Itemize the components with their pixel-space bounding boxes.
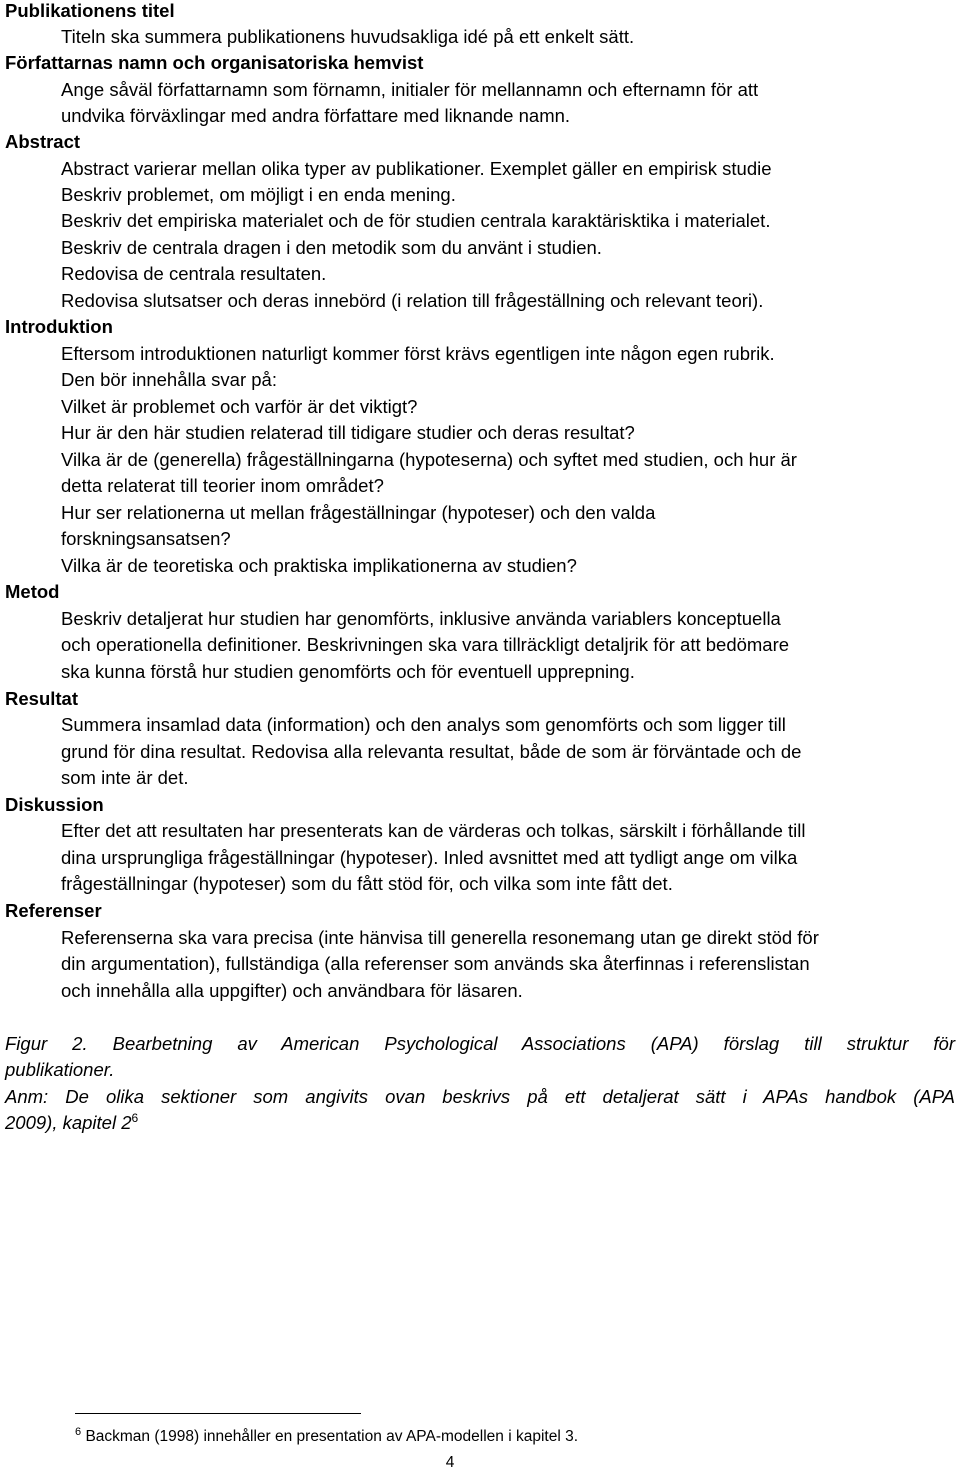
section-text-line: din argumentation), fullständiga (alla referenser som används ska återfinnas i referenslistan	[61, 953, 810, 974]
section-text-line: Beskriv problemet, om möjligt i en enda mening.	[61, 184, 456, 205]
section-text-line: dina ursprungliga frågeställningar (hypoteser). Inled avsnittet med att tydligt ange om vilka	[61, 847, 798, 868]
section-text-line: Beskriv det empiriska materialet och de för studien centrala karaktärisktika i materialet.	[61, 210, 771, 231]
section-text-line: Beskriv de centrala dragen i den metodik som du använt i studien.	[61, 237, 602, 258]
section-text-line: och innehålla alla uppgifter) och användbara för läsaren.	[61, 980, 523, 1001]
section-text-line: Efter det att resultaten har presenterats kan de värderas och tolkas, särskilt i förhållande till	[61, 820, 806, 841]
section-text-line: forskningsansatsen?	[61, 528, 231, 549]
section-heading-abstract: Abstract	[5, 131, 81, 152]
figure-caption-line: Figur 2. Bearbetning av American Psychological Associations (APA) förslag till struktur för	[5, 1033, 955, 1054]
section-text-line: Summera insamlad data (information) och den analys som genomförts och som ligger till	[61, 714, 786, 735]
section-text-line: som inte är det.	[61, 767, 189, 788]
section-text-line: Vilka är de (generella) frågeställningarna (hypoteserna) och syftet med studien, och hur är	[61, 449, 797, 470]
section-text-line: Titeln ska summera publikationens huvudsakliga idé på ett enkelt sätt.	[61, 26, 635, 47]
figure-note-line	[5, 1110, 955, 1137]
footnote-marker: 6	[75, 1425, 82, 1438]
section-text-line: Hur ser relationerna ut mellan frågeställningar (hypoteser) och den valda	[61, 502, 656, 523]
section-text-line: grund för dina resultat. Redovisa alla relevanta resultat, både de som är förväntade och de	[61, 741, 802, 762]
footnote-reference: 6	[131, 1110, 139, 1125]
figure-note-line: Anm: De olika sektioner som angivits ovan beskrivs på ett detaljerat sätt i APAs handbok (APA	[5, 1086, 955, 1107]
section-text-line: Beskriv detaljerat hur studien har genomförts, inklusive använda variablers konceptuella	[61, 608, 781, 629]
section-text-line: Ange såväl författarnamn som förnamn, initialer för mellannamn och efternamn för att	[61, 79, 759, 100]
section-text-line: detta relaterat till teorier inom området?	[61, 475, 384, 496]
section-text-line: frågeställningar (hypoteser) som du fått stöd för, och vilka som inte fått det.	[61, 873, 673, 894]
figure-caption-line: publikationer.	[5, 1059, 115, 1080]
section-heading-forfattare: Författarnas namn och organisatoriska hemvist	[5, 52, 424, 73]
section-text-line: Eftersom introduktionen naturligt kommer först krävs egentligen inte någon egen rubrik.	[61, 343, 775, 364]
section-text-line: Vilket är problemet och varför är det viktigt?	[61, 396, 418, 417]
footnote-text: Backman (1998) innehåller en presentation av APA-modellen i kapitel 3.	[85, 1428, 578, 1445]
section-heading-diskussion: Diskussion	[5, 794, 104, 815]
section-text-line: ska kunna förstå hur studien genomförts och för eventuell upprepning.	[61, 661, 635, 682]
section-heading-introduktion: Introduktion	[5, 316, 113, 337]
figure-note-text: 2009), kapitel 2	[5, 1112, 132, 1133]
section-text-line: Den bör innehålla svar på:	[61, 369, 277, 390]
footnote	[75, 1426, 578, 1448]
section-heading-resultat: Resultat	[5, 688, 78, 709]
section-text-line: Vilka är de teoretiska och praktiska implikationerna av studien?	[61, 555, 577, 576]
section-text-line: Abstract varierar mellan olika typer av publikationer. Exemplet gäller en empirisk studie	[61, 158, 772, 179]
section-text-line: Hur är den här studien relaterad till tidigare studier och deras resultat?	[61, 422, 635, 443]
section-text-line: Redovisa de centrala resultaten.	[61, 263, 327, 284]
section-text-line: undvika förväxlingar med andra författare med liknande namn.	[61, 105, 571, 126]
section-text-line: och operationella definitioner. Beskrivningen ska vara tillräckligt detaljrik för att bedömare	[61, 634, 790, 655]
section-text-line: Referenserna ska vara precisa (inte hänvisa till generella resonemang utan ge direkt stöd för	[61, 927, 819, 948]
section-heading-referenser: Referenser	[5, 900, 102, 921]
section-heading-metod: Metod	[5, 581, 60, 602]
section-heading-titel: Publikationens titel	[5, 0, 175, 21]
footnote-separator	[75, 1413, 361, 1414]
page-number: 4	[445, 1454, 455, 1471]
section-text-line: Redovisa slutsatser och deras innebörd (i relation till frågeställning och relevant teori).	[61, 290, 764, 311]
